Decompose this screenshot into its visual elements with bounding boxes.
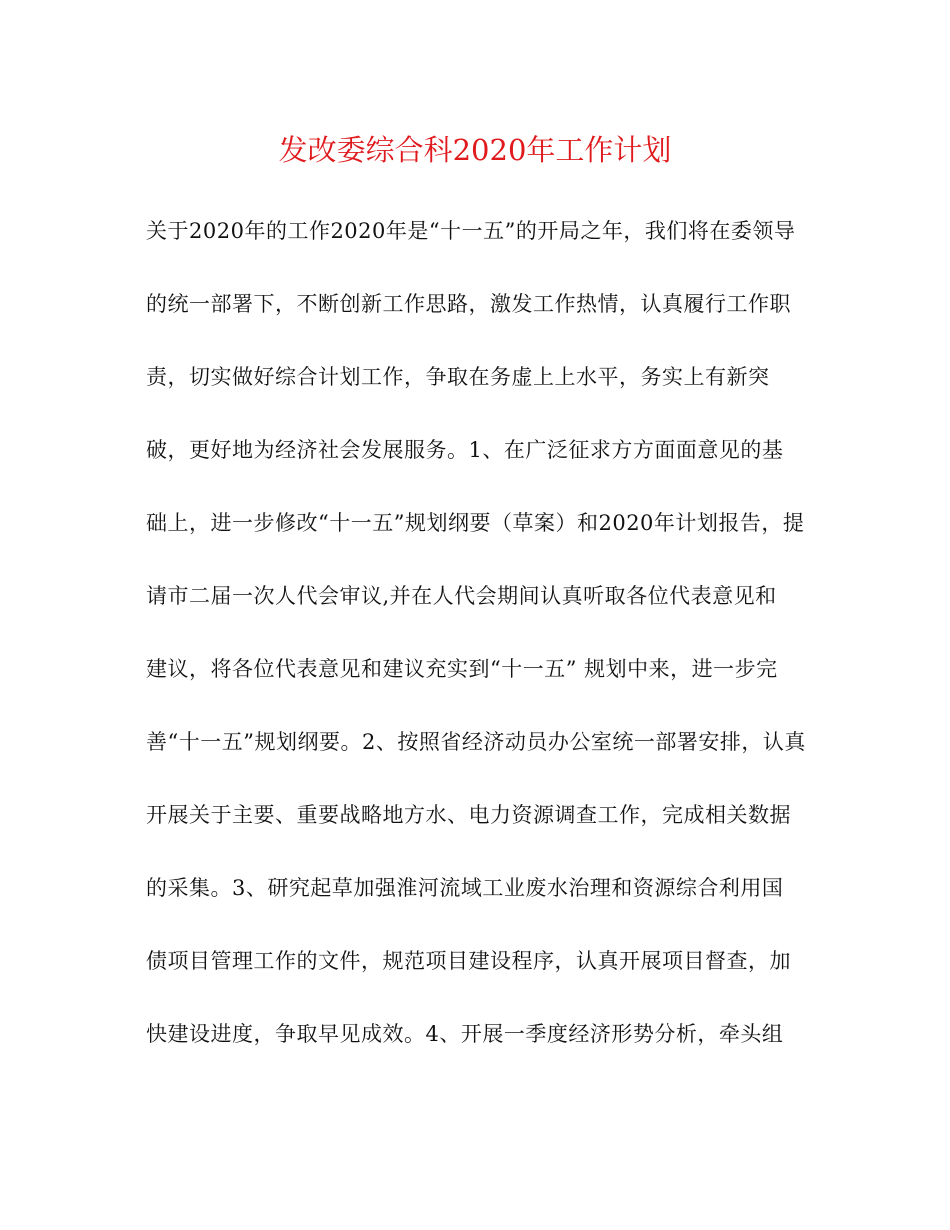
body-line: 建议，将各位代表意见和建议充实到“十一五” 规划中来，进一步完	[146, 657, 778, 681]
body-line: 础上，进一步修改“十一五”规划纲要（草案）和2020年计划报告，提	[146, 511, 805, 535]
body-line: 的统一部署下，不断创新工作思路，激发工作热情，认真履行工作职	[146, 292, 791, 316]
body-line: 开展关于主要、重要战略地方水、电力资源调查工作，完成相关数据	[146, 803, 791, 827]
body-line: 债项目管理工作的文件，规范项目建设程序，认真开展项目督查，加	[146, 949, 791, 973]
body-line: 请市二届一次人代会审议,并在人代会期间认真听取各位代表意见和	[146, 584, 777, 608]
body-line: 的采集。3、研究起草加强淮河流域工业废水治理和资源综合利用国	[146, 876, 784, 900]
body-line: 责，切实做好综合计划工作，争取在务虚上上水平，务实上有新突	[146, 365, 770, 389]
body-line: 破，更好地为经济社会发展服务。1、在广泛征求方方面面意见的基	[146, 438, 784, 462]
document-title: 发改委综合科2020年工作计划	[278, 133, 672, 167]
body-line: 关于2020年的工作2020年是“十一五”的开局之年，我们将在委领导	[146, 219, 796, 243]
body-line: 快建设进度，争取早见成效。4、开展一季度经济形势分析，牵头组	[146, 1022, 784, 1046]
body-line: 善“十一五”规划纲要。2、按照省经济动员办公室统一部署安排，认真	[146, 730, 806, 754]
document-body	[146, 209, 816, 1085]
